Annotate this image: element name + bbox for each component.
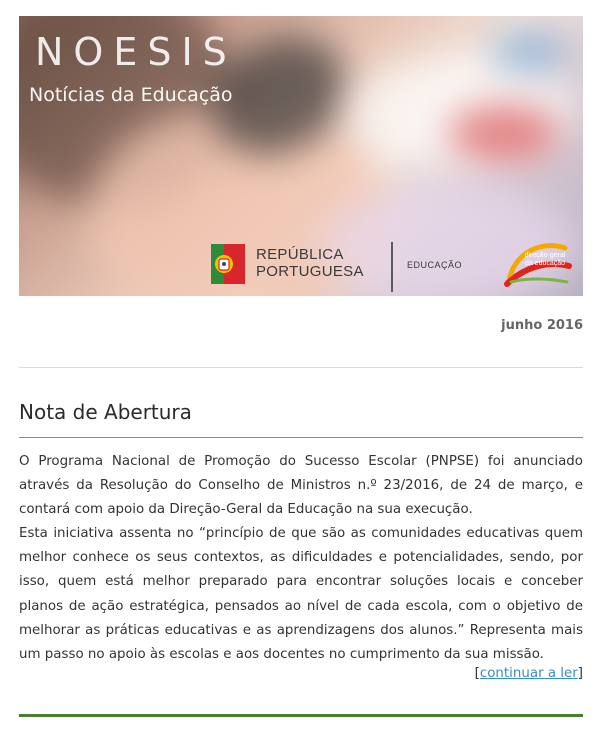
header-banner — [19, 16, 583, 296]
newsletter-subtitle: Notícias da Educação — [29, 84, 233, 106]
newsletter-title: NOESIS — [35, 30, 237, 74]
banner-photo-blur — [449, 106, 559, 161]
bracket-close: ] — [577, 666, 583, 681]
divider — [19, 367, 583, 368]
bracket-open: [ — [474, 666, 480, 681]
continue-reading-link[interactable]: continuar a ler — [479, 666, 578, 681]
dge-wordmark — [521, 252, 569, 268]
paragraph: Esta iniciativa assenta no “princípio de que são as comunidades educativas quem melhor conhece os seus contextos, as dificuldades e potencialidades, sendo, por isso, quem está melhor preparado para encontrar soluções locais e conceber planos de ação estratégica, pensados ao nível de cada escola, com o objetivo de melhorar as práticas educativas e as aprendizagens dos alunos.” Representa mais um passo no apoio às escolas e aos docentes no cumprimento da sua missão. — [19, 526, 583, 662]
logo-divider — [391, 242, 393, 292]
dge-line1: direção-geral — [524, 252, 566, 259]
republica-portuguesa-logo — [211, 238, 471, 294]
gov-name — [256, 246, 364, 280]
dge-logo — [503, 238, 573, 290]
department-label: EDUCAÇÃO — [407, 260, 463, 270]
issue-date: junho 2016 — [501, 318, 583, 333]
section-footer-rule — [19, 714, 583, 717]
section-body — [19, 450, 583, 667]
gov-name-line1: REPÚBLICA — [256, 246, 344, 263]
read-more — [475, 666, 583, 681]
gov-name-line2: PORTUGUESA — [256, 263, 364, 280]
paragraph: O Programa Nacional de Promoção do Sucesso Escolar (PNPSE) foi anunciado através da Resolução do Conselho de Ministros n.º 23/2016, de 24 de março, e contará com apoio da Direção-Geral da Educação na sua execução. — [19, 454, 583, 518]
section-title: Nota de Abertura — [19, 400, 192, 424]
dge-line2: da educação — [524, 260, 566, 267]
section-divider — [19, 437, 583, 438]
banner-photo-blur — [489, 31, 569, 71]
coat-of-arms-icon — [211, 244, 245, 284]
